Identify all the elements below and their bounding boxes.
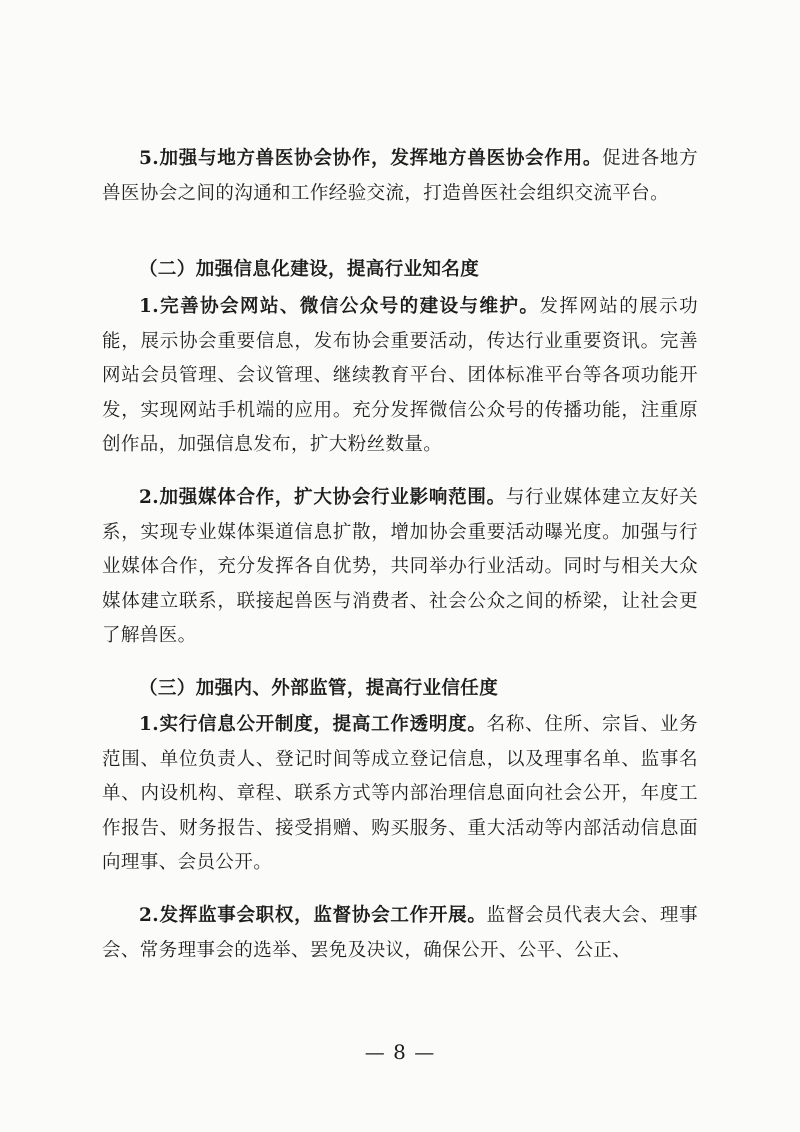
page-number: — 8 — — [364, 1040, 436, 1064]
paragraph-lead: 1.完善协会网站、微信公众号的建设与维护。 — [139, 296, 540, 317]
section-heading-supervision: （三）加强内、外部监管，提高行业信任度 — [139, 678, 499, 699]
paragraph-media-cooperation — [102, 481, 698, 654]
paragraph-lead: 1.实行信息公开制度，提高工作透明度。 — [139, 714, 487, 735]
paragraph-body: 促进各地方兽医协会之间的沟通和工作经验交流，打造兽医社会组织交流平台。 — [102, 148, 698, 204]
paragraph-website-wechat — [102, 290, 698, 463]
paragraph-supervisory-board — [102, 899, 698, 968]
paragraph-local-association-cooperation — [102, 142, 698, 211]
paragraph-body: 监督会员代表大会、理事会、常务理事会的选举、罢免及决议，确保公开、公平、公正、 — [102, 905, 698, 961]
paragraph-lead: 5.加强与地方兽医协会协作，发挥地方兽医协会作用。 — [139, 148, 603, 169]
paragraph-body: 发挥网站的展示功能，展示协会重要信息，发布协会重要活动，传达行业重要资讯。完善网站会员管理、会议管理、继续教育平台、团体标准平台等各项功能开发，实现网站手机端的应用。充分发挥微信公众号的传播功能，注重原创作品，加强信息发布，扩大粉丝数量。 — [102, 296, 699, 456]
paragraph-body: 与行业媒体建立友好关系，实现专业媒体渠道信息扩散，增加协会重要活动曝光度。加强与行业媒体合作，充分发挥各自优势，共同举办行业活动。同时与相关大众媒体建立联系，联接起兽医与消费者、社会公众之间的桥梁，让社会更了解兽医。 — [102, 487, 698, 647]
paragraph-lead: 2.发挥监事会职权，监督协会工作开展。 — [139, 905, 487, 926]
paragraph-information-disclosure — [102, 708, 698, 881]
paragraph-body: 名称、住所、宗旨、业务范围、单位负责人、登记时间等成立登记信息，以及理事名单、监事名单、内设机构、章程、联系方式等内部治理信息面向社会公开，年度工作报告、财务报告、接受捐赠、购买服务、重大活动等内部活动信息面向理事、会员公开。 — [102, 714, 698, 874]
paragraph-lead: 2.加强媒体合作，扩大协会行业影响范围。 — [139, 487, 506, 508]
section-heading-informatization: （二）加强信息化建设，提高行业知名度 — [139, 259, 480, 280]
